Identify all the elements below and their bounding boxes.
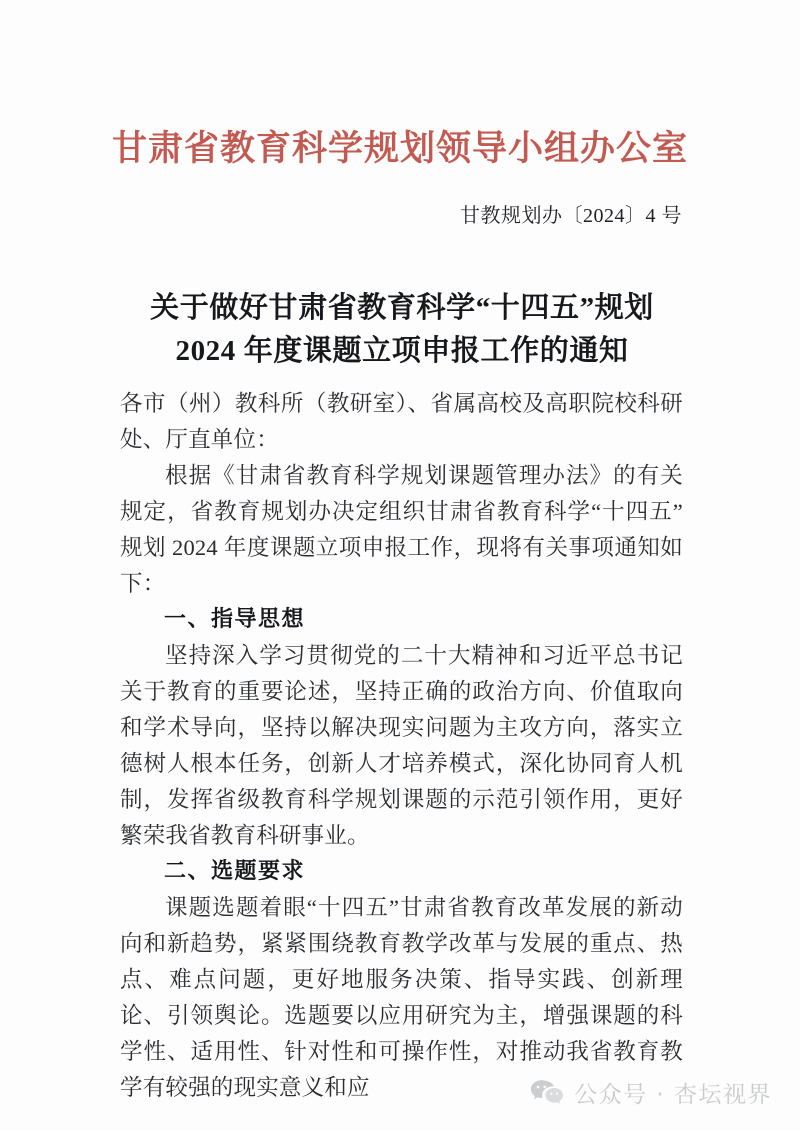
section-heading-1: 一、指导思想 [164,607,306,632]
section-heading-2: 二、选题要求 [164,859,306,884]
page-title [108,287,696,373]
recipients-line: 各市（州）教科所（教研室）、省属高校及高职院校科研处、厅直单位： [120,391,683,452]
masthead [0,126,800,172]
page-title-line-2: 2024 年度课题立项申报工作的通知 [175,335,629,368]
preamble-paragraph: 根据《甘肃省教育科学规划课题管理办法》的有关规定，省教育规划办决定组织甘肃省教育科学“十四五”规划 2024 年度课题立项申报工作，现将有关事项通知如下： [120,463,683,596]
wechat-icon [530,1079,564,1107]
page-title-line-1: 关于做好甘肃省教育科学“十四五”规划 [150,292,654,325]
section-body-2: 课题选题着眼“十四五”甘肃省教育改革发展的新动向和新趋势，紧紧围绕教育教学改革与发展的重点、热点、难点问题，更好地服务决策、指导实践、创新理论、引领舆论。选题要以应用研究为主，增强课题的科学性、适用性、针对性和可操作性，对推动我省教育教学有较强的现实意义和应 [120,895,683,1100]
section-body-1: 坚持深入学习贯彻党的二十大精神和习近平总书记关于教育的重要论述，坚持正确的政治方向、价值取向和学术导向，坚持以解决现实问题为主攻方向，落实立德树人根本任务，创新人才培养模式，深化协同育人机制，发挥省级教育科学规划课题的示范引领作用，更好繁荣我省教育科研事业。 [120,643,683,848]
issuing-authority-title: 甘肃省教育科学规划领导小组办公室 [111,129,688,168]
document-number: 甘教规划办〔2024〕4 号 [460,205,682,227]
document-number-row [120,200,682,232]
watermark [530,1076,772,1109]
watermark-text: 公众号 · 杏坛视界 [574,1082,772,1108]
document-body [120,386,683,1106]
